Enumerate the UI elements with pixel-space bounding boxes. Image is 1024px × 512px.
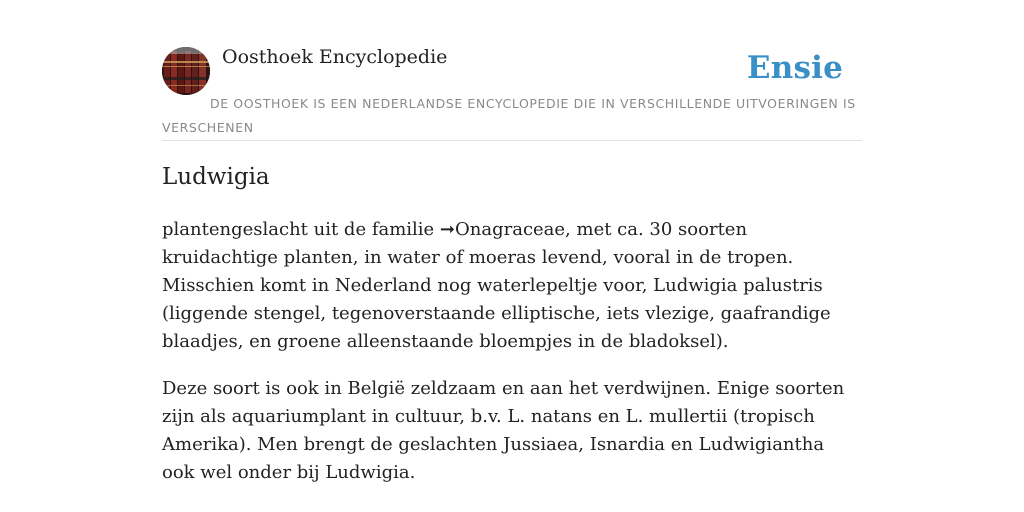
article-card <box>162 0 862 483</box>
article-paragraph: Deze soort is ook in België zeldzaam en aan het verdwijnen. Enige soorten zijn als aquariumplant in cultuur, b.v. L. natans en L. mullertii (tropisch Amerika). Men brengt de geslachten Jussiaea, Isnardia en Ludwigiantha ook wel onder bij Ludwigia. <box>162 378 845 483</box>
source-tagline: DE OOSTHOEK IS EEN NEDERLANDSE ENCYCLOPEDIE DIE IN VERSCHILLENDE UITVOERINGEN IS VERSCHENEN <box>162 96 856 135</box>
brand-logo[interactable]: Ensie <box>746 50 843 86</box>
article-body <box>162 216 862 506</box>
source-header <box>162 0 862 141</box>
source-name[interactable]: Oosthoek Encyclopedie <box>222 46 448 68</box>
article-title: Ludwigia <box>162 164 270 190</box>
encyclopedia-books-icon <box>162 47 210 95</box>
article-paragraph: plantengeslacht uit de familie ➞Onagraceae, met ca. 30 soorten kruidachtige planten, in water of moeras levend, vooral in de tropen. Misschien komt in Nederland nog waterlepeltje voor, Ludwigia palustris (liggende stengel, tegenoverstaande elliptische, iets vlezige, gaafrandige blaadjes, en groene alleenstaande bloempjes in de bladoksel). <box>162 219 831 352</box>
source-avatar[interactable] <box>162 47 210 95</box>
